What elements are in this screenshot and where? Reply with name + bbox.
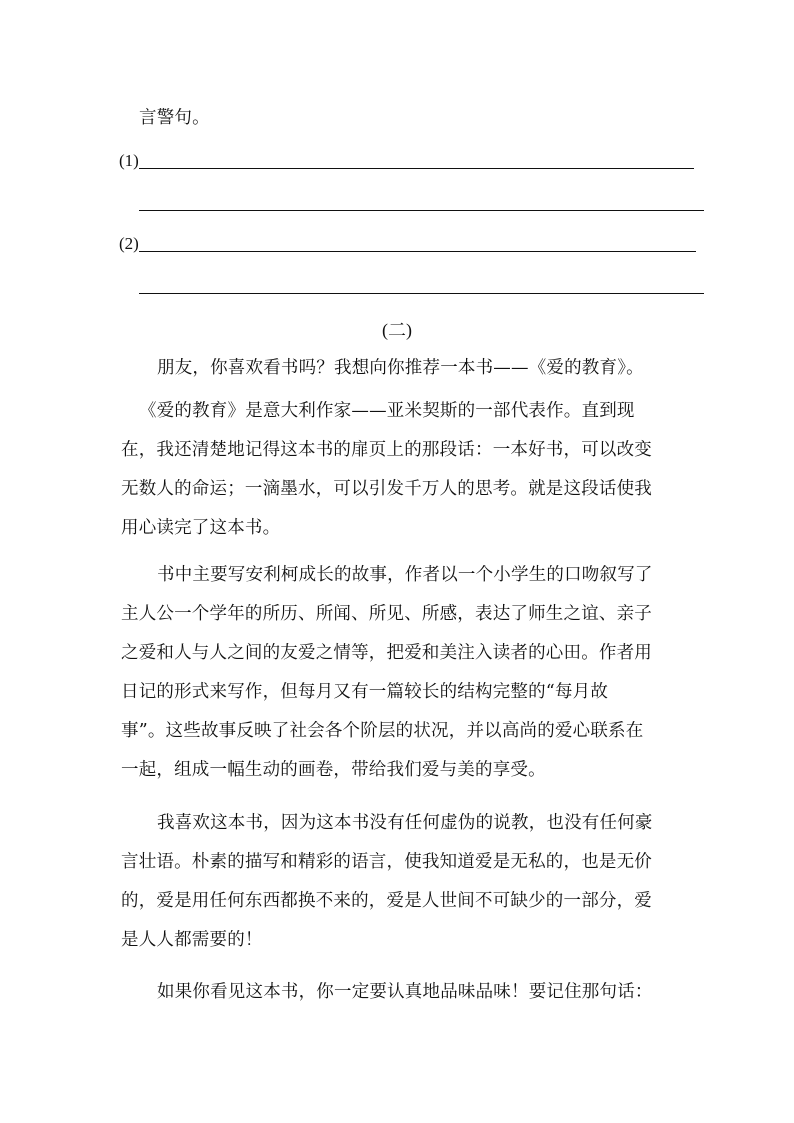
paragraph-4-line-3: 的，爱是用任何东西都换不来的，爱是人世间不可缺少的一部分，爱 [121,891,652,911]
paragraph-3-line-5: 事”。这些故事反映了社会各个阶层的状况，并以高尚的爱心联系在 [121,721,644,741]
paragraph-3-line-4: 日记的形式来写作，但每月又有一篇较长的结构完整的“每月故 [121,682,609,702]
paragraph-2-line-1: 《爱的教育》是意大利作家——亚米契斯的一部代表作。直到现 [139,401,635,421]
paragraph-2-line-2: 在，我还清楚地记得这本书的扉页上的那段话：一本好书，可以改变 [121,440,652,460]
paragraph-4-line-2: 言壮语。朴素的描写和精彩的语言，使我知道爱是无私的，也是无价 [121,852,652,872]
paragraph-1-line-1: 朋友，你喜欢看书吗？我想向你推荐一本书——《爱的教育》。 [157,358,644,378]
paragraph-3-line-2: 主人公一个学年的所历、所闻、所见、所感，表达了师生之谊、亲子 [121,604,652,624]
paragraph-4-line-1: 我喜欢这本书，因为这本书没有任何虚伪的说教，也没有任何豪 [157,813,653,833]
answer-line-2a [139,251,696,252]
answer-line-1a [139,168,694,169]
paragraph-5-line-1: 如果你看见这本书，你一定要认真地品味品味！要记住那句话： [157,982,653,1002]
paragraph-2-line-4: 用心读完了这本书。 [121,518,281,538]
carryover-line: 言警句。 [139,108,210,128]
paragraph-3-line-3: 之爱和人与人之间的友爱之情等，把爱和美注入读者的心田。作者用 [121,643,652,663]
blank-label-1: (1) [119,151,139,170]
paragraph-2-line-3: 无数人的命运；一滴墨水，可以引发千万人的思考。就是这段话使我 [121,479,652,499]
paragraph-3-line-6: 一起，组成一幅生动的画卷，带给我们爱与美的享受。 [121,760,546,780]
answer-blank-2[interactable] [119,232,699,256]
paragraph-3-line-1: 书中主要写安利柯成长的故事，作者以一个小学生的口吻叙写了 [157,565,653,585]
section-title: (二) [382,320,412,340]
blank-label-2: (2) [119,234,139,253]
paragraph-4-line-4: 是人人都需要的！ [121,930,263,950]
answer-blank-1[interactable] [119,149,699,173]
answer-line-1b[interactable] [139,210,704,211]
answer-line-2b[interactable] [139,293,704,294]
